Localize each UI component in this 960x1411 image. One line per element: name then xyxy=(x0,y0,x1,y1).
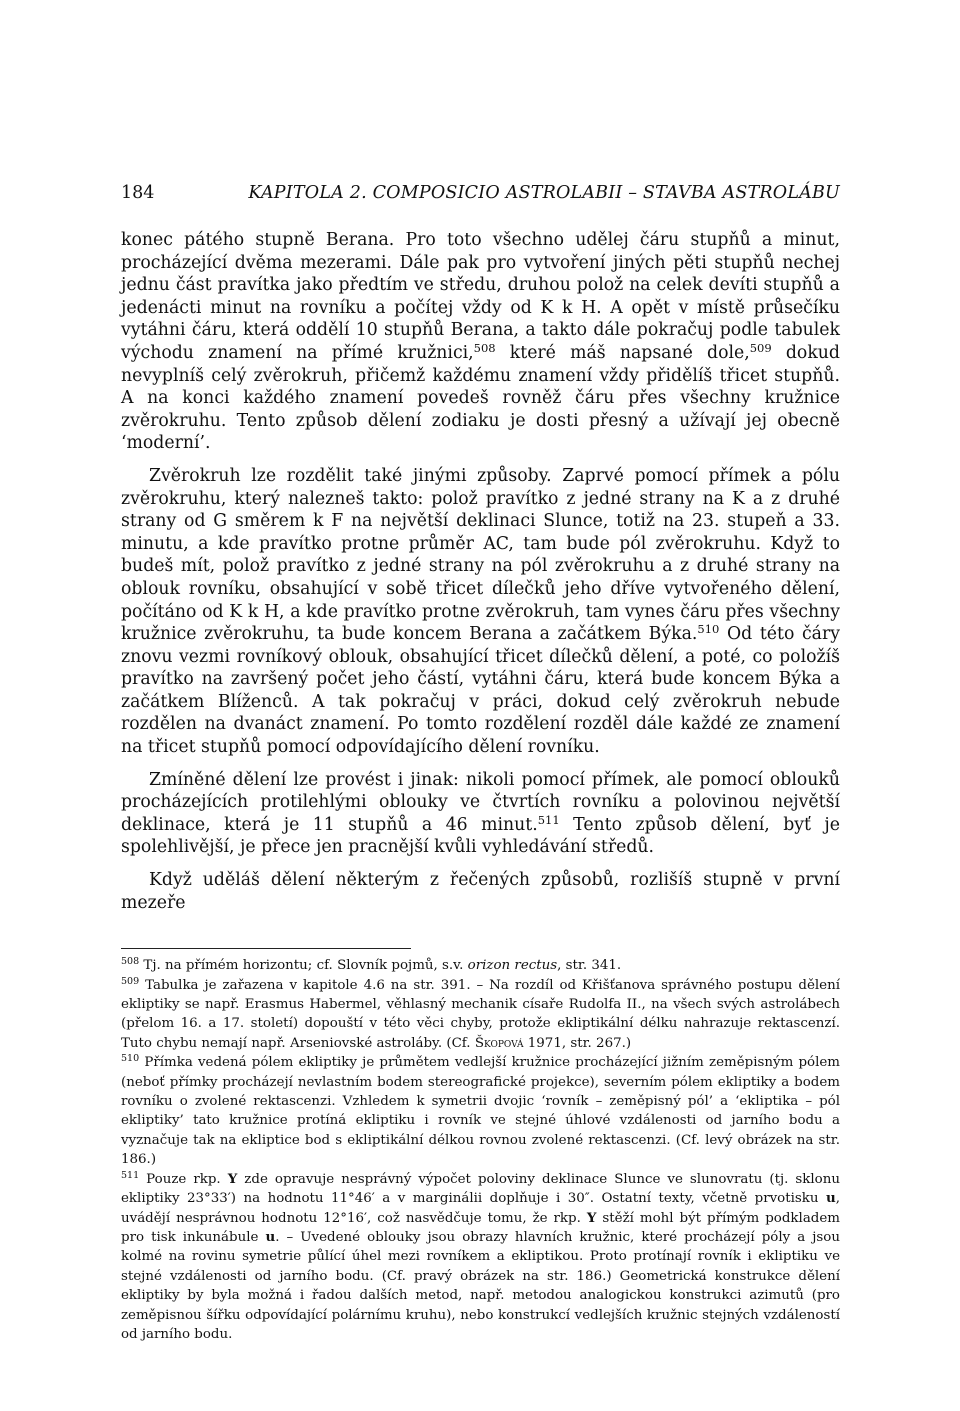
footnote-508 xyxy=(121,956,840,975)
book-page xyxy=(121,183,840,1344)
text-span: 1971, str. 267.) xyxy=(523,1035,632,1051)
paragraph-2 xyxy=(121,465,840,759)
text-span: . – Uvedené oblouky jsou obrazy hlavních kružnic, které procházejí póly a jsou kolmé na rovinu symetrie půlící úhel mezi rovníkem a ekliptikou. Proto protínají rovník i ekliptiku ve stejné vzdálenosti od jarního bodu. (Cf. pravý obrázek na str. 186.) Geometrická konstrukce dělení ekliptiky by byla možná i řadou dalších metod, např. metodou analogickou konstrukci azimutů (pro zeměpisnou šířku odpovídající polárnímu kruhu), nebo konstrukcí vedlejších kružnic stejných vzdáleností od jarního bodu. xyxy=(121,1229,840,1342)
paragraph-1 xyxy=(121,229,840,455)
manuscript-siglum: u xyxy=(825,1190,836,1207)
author-name: Škopová xyxy=(474,1035,524,1051)
footnote-number: 508 xyxy=(121,956,140,968)
manuscript-siglum: Y xyxy=(586,1209,597,1226)
footnote-ref-510: 510 xyxy=(697,622,720,637)
footnote-511 xyxy=(121,1170,840,1345)
text-span: Tj. na přímém horizontu; cf. Slovník pojmů, s.v. xyxy=(139,958,468,974)
footnote-number: 509 xyxy=(121,975,140,987)
text-span: Přímka vedená pólem ekliptiky je průmětem vedlejší kružnice procházející jižním zeměpisným pólem (neboť přímky procházejí nevlastním bodem stereografické projekce), severním pólem ekliptiky a bodem rovníku o zvolené rektascenzi. Vzhledem k symetrii dvojic ‘rovník – zeměpisný pól’ a ‘ekliptika – pól ekliptiky’ tato kružnice protíná ekliptiku i rovník ve stejné úhlové vzdálenosti od jarního bodu a vyznačuje tak na ekliptice bod s ekliptikální délkou rovnou zvolené rektascenzi. (Cf. levý obrázek na str. 186.) xyxy=(121,1055,840,1168)
text-span: Od této čáry znovu vezmi rovníkový oblouk, obsahující třicet dílečků dělení, a poté, co položíš pravítko na završený počet jeho částí, vytáhni čáru, která bude koncem Býka a začátkem Blíženců. A tak pokračuj v práci, dokud celý zvěrokruh nebude rozdělen na dvanáct znamení. Po tomto rozdělení rozděl dále každé ze znamení na třicet stupňů pomocí odpovídajícího dělení rovníku. xyxy=(121,624,840,758)
text-span: Tento způsob dělení, byť je spolehlivější, je přece jen pracnější kvůli vyhledávání středů. xyxy=(121,814,840,858)
footnote-510 xyxy=(121,1053,840,1169)
text-span: stěží mohl být přímým podkladem pro tisk inkunábule xyxy=(121,1210,840,1245)
italic-term: orizon rectus xyxy=(467,958,558,974)
text-span: Tabulka je zařazena v kapitole 4.6 na str. 391. – Na rozdíl od Křišťanova správného postupu dělení ekliptiky se např. Erasmus Habermel, věhlasný mechanik císaře Rudolfa II., na všech svých astrolábech (přelom 16. a 17. století) dopouští v této věci chyby, protože ekliptikální délku nahrazuje rektascenzí. Tuto chybu nemají např. Arseniovské astroláby. (Cf. xyxy=(121,977,840,1051)
paragraph-3 xyxy=(121,769,840,859)
footnotes xyxy=(121,956,840,1344)
paragraph-4: Když uděláš dělení některým z řečených způsobů, rozlišíš stupně v první mezeře xyxy=(121,870,840,913)
text-span: , str. 341. xyxy=(557,958,622,974)
footnote-509 xyxy=(121,976,840,1054)
footnote-ref-511: 511 xyxy=(537,812,560,827)
main-text xyxy=(121,229,840,914)
footnote-divider xyxy=(121,948,411,949)
manuscript-siglum: u xyxy=(265,1228,276,1245)
text-span: Zmíněné dělení lze provést i jinak: nikoli pomocí přímek, ale pomocí oblouků procházejících protilehlými oblouky ve čtvrtích rovníku a polovinou největší deklinace, která je 11 stupňů a 46 minut. xyxy=(121,769,840,835)
running-title: KAPITOLA 2. COMPOSICIO ASTROLABII – STAVBA ASTROLÁBU xyxy=(248,183,840,203)
text-span: Zvěrokruh lze rozdělit také jinými způsoby. Zaprvé pomocí přímek a pólu zvěrokruhu, který nalezneš takto: polož pravítko z jedné strany na K a z druhé strany od G směrem k F na největší deklinaci Slunce, totiž na 23. stupeň a 33. minutu, a kde pravítko protne průměr AC, tam bude pól zvěrokruhu. Když to budeš mít, polož pravítko z jedné strany na pól zvěrokruhu a z druhé strany na oblouk rovníku, obsahující v sobě třicet dílečků jeho dříve vytvořeného dělení, počítáno od K k H, a kde pravítko protne zvěrokruh, tam vynes čáru přes všechny kružnice zvěrokruhu, ta bude koncem Berana a začátkem Býka. xyxy=(121,465,840,645)
text-span: které máš napsané dole, xyxy=(495,342,750,363)
text-span: zde opravuje nesprávný výpočet poloviny deklinace Slunce ve slunovratu (tj. sklonu ekliptiky 23°33′) na hodnotu 11°46′ a v marginálii doplňuje i 30″. Ostatní texty, včetně prvotisku xyxy=(121,1171,840,1207)
text-span: Pouze rkp. xyxy=(139,1171,228,1187)
footnote-ref-509: 509 xyxy=(749,340,772,355)
footnote-number: 510 xyxy=(121,1053,140,1065)
running-header xyxy=(121,183,840,203)
footnote-ref-508: 508 xyxy=(473,340,496,355)
text-span: konec pátého stupně Berana. Pro toto všechno udělej čáru stupňů a minut, procházející dvěma mezerami. Dále pak pro vytvoření jiných pěti stupňů nechej jednu část pravítka jako předtím ve středu, druhou polož na celek devíti stupňů a jedenácti minut na rovníku a počítej vždy od K k H. A opět v místě průsečíku vytáhni čáru, která oddělí 10 stupňů Berana, a takto dále pokračuj podle tabulek východu znamení na přímé kružnici, xyxy=(121,230,840,363)
footnote-number: 511 xyxy=(121,1169,140,1181)
text-span: dokud nevyplníš celý zvěrokruh, přičemž každému znamení vždy přidělíš třicet stupňů. A na konci každého znamení povedeš rovněž čáru přes všechny kružnice zvěrokruhu. Tento způsob dělení zodiaku je dosti přesný a užívají jej obecně ‘moderní’. xyxy=(121,342,840,454)
page-number: 184 xyxy=(121,183,155,203)
text-span: , uvádějí nesprávnou hodnotu 12°16′, což nasvědčuje tomu, že rkp. xyxy=(121,1191,840,1226)
manuscript-siglum: Y xyxy=(227,1170,238,1187)
